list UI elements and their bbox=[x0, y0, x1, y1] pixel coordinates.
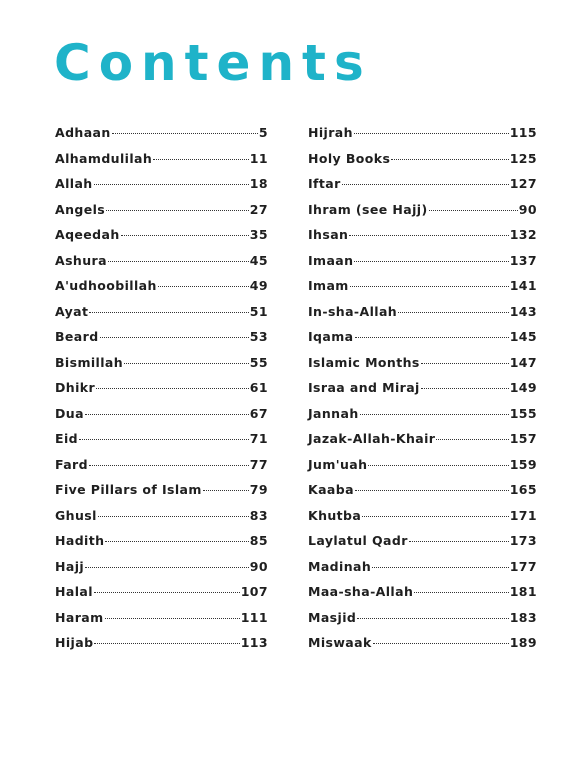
contents-entry bbox=[308, 559, 537, 585]
contents-entry bbox=[308, 610, 537, 636]
entry-page-number: 53 bbox=[249, 329, 268, 344]
entry-term: Imam bbox=[308, 278, 349, 293]
dot-leader bbox=[98, 516, 249, 517]
entry-term: Five Pillars of Islam bbox=[55, 482, 202, 497]
contents-entry bbox=[308, 482, 537, 508]
dot-leader bbox=[373, 643, 509, 644]
contents-entry bbox=[55, 533, 268, 559]
entry-term: Hajj bbox=[55, 558, 85, 574]
dot-leader bbox=[153, 159, 249, 160]
entry-page-number: 177 bbox=[509, 558, 537, 574]
contents-entry bbox=[308, 380, 537, 406]
contents-entry bbox=[308, 508, 537, 534]
entry-page-number: 79 bbox=[249, 482, 268, 497]
contents-entry bbox=[55, 355, 268, 381]
entry-term: Iftar bbox=[308, 176, 341, 191]
contents-entry bbox=[308, 253, 537, 279]
entry-page-number: 113 bbox=[240, 635, 268, 650]
contents-entry bbox=[55, 482, 268, 508]
entry-page-number: 183 bbox=[509, 609, 537, 625]
dot-leader bbox=[121, 235, 249, 236]
entry-page-number: 125 bbox=[509, 150, 537, 166]
contents-entry bbox=[308, 125, 537, 151]
entry-term: Dhikr bbox=[55, 380, 96, 395]
contents-entry bbox=[308, 151, 537, 177]
entry-term: Adhaan bbox=[55, 125, 111, 140]
entry-page-number: 5 bbox=[258, 125, 268, 140]
contents-entry bbox=[308, 457, 537, 483]
dot-leader bbox=[100, 337, 249, 338]
dot-leader bbox=[362, 516, 508, 517]
entry-term: Iqama bbox=[308, 329, 354, 344]
entry-page-number: 132 bbox=[509, 227, 537, 242]
entry-term: Ihram (see Hajj) bbox=[308, 201, 428, 217]
contents-entry bbox=[55, 329, 268, 355]
entry-page-number: 83 bbox=[249, 507, 268, 523]
contents-entry bbox=[55, 176, 268, 202]
entry-page-number: 165 bbox=[509, 482, 537, 497]
dot-leader bbox=[391, 159, 508, 160]
dot-leader bbox=[436, 439, 508, 440]
entry-page-number: 115 bbox=[509, 125, 537, 140]
contents-entry bbox=[55, 431, 268, 457]
contents-entry bbox=[308, 533, 537, 559]
contents-entry bbox=[55, 635, 268, 661]
entry-term: Ghusl bbox=[55, 507, 97, 523]
entry-term: Dua bbox=[55, 405, 84, 421]
entry-page-number: 71 bbox=[249, 431, 268, 446]
contents-entry bbox=[308, 278, 537, 304]
dot-leader bbox=[94, 184, 249, 185]
entry-term: Aqeedah bbox=[55, 227, 120, 242]
contents-entry bbox=[308, 202, 537, 228]
entry-term: Angels bbox=[55, 201, 106, 217]
dot-leader bbox=[94, 592, 240, 593]
dot-leader bbox=[203, 490, 249, 491]
dot-leader bbox=[158, 286, 249, 287]
entry-page-number: 127 bbox=[509, 176, 537, 191]
entry-page-number: 90 bbox=[249, 558, 268, 574]
contents-entry bbox=[308, 635, 537, 661]
contents-entry bbox=[55, 380, 268, 406]
entry-page-number: 45 bbox=[249, 252, 268, 268]
dot-leader bbox=[108, 261, 249, 262]
dot-leader bbox=[357, 618, 508, 619]
dot-leader bbox=[354, 133, 509, 134]
contents-entry bbox=[55, 457, 268, 483]
entry-page-number: 35 bbox=[249, 227, 268, 242]
entry-page-number: 67 bbox=[249, 405, 268, 421]
entry-page-number: 141 bbox=[509, 278, 537, 293]
entry-page-number: 149 bbox=[509, 380, 537, 395]
dot-leader bbox=[372, 567, 509, 568]
dot-leader bbox=[342, 184, 509, 185]
dot-leader bbox=[349, 235, 508, 236]
dot-leader bbox=[409, 541, 509, 542]
entry-page-number: 173 bbox=[509, 533, 537, 548]
entry-term: Imaan bbox=[308, 252, 354, 268]
entry-term: Khutba bbox=[308, 507, 362, 523]
dot-leader bbox=[79, 439, 249, 440]
entry-term: Ihsan bbox=[308, 227, 349, 242]
contents-entry bbox=[55, 227, 268, 253]
contents-entry bbox=[55, 253, 268, 279]
dot-leader bbox=[85, 414, 249, 415]
dot-leader bbox=[355, 337, 509, 338]
entry-term: Beard bbox=[55, 329, 99, 344]
entry-page-number: 27 bbox=[249, 201, 268, 217]
contents-entry bbox=[308, 355, 537, 381]
entry-term: Halal bbox=[55, 584, 93, 599]
entry-page-number: 55 bbox=[249, 354, 268, 370]
contents-column-left bbox=[55, 125, 268, 661]
entry-page-number: 171 bbox=[509, 507, 537, 523]
entry-page-number: 147 bbox=[509, 354, 537, 370]
dot-leader bbox=[354, 261, 508, 262]
entry-term: Jum'uah bbox=[308, 456, 368, 472]
dot-leader bbox=[350, 286, 509, 287]
entry-page-number: 181 bbox=[509, 584, 537, 599]
entry-page-number: 18 bbox=[249, 176, 268, 191]
dot-leader bbox=[124, 363, 249, 364]
contents-entry bbox=[308, 176, 537, 202]
entry-term: Madinah bbox=[308, 558, 372, 574]
entry-term: Jazak-Allah-Khair bbox=[308, 431, 436, 446]
entry-term: Ayat bbox=[55, 303, 89, 319]
contents-entry bbox=[308, 406, 537, 432]
dot-leader bbox=[414, 592, 508, 593]
contents-entry bbox=[55, 125, 268, 151]
page-title: Contents bbox=[54, 34, 372, 92]
entry-term: A'udhoobillah bbox=[55, 278, 157, 293]
entry-page-number: 49 bbox=[249, 278, 268, 293]
contents-entry bbox=[55, 151, 268, 177]
entry-term: Ashura bbox=[55, 252, 107, 268]
dot-leader bbox=[360, 414, 509, 415]
contents-entry bbox=[308, 227, 537, 253]
dot-leader bbox=[429, 210, 518, 211]
contents-entry bbox=[55, 406, 268, 432]
entry-page-number: 90 bbox=[518, 201, 537, 217]
dot-leader bbox=[106, 210, 249, 211]
entry-page-number: 111 bbox=[240, 609, 268, 625]
entry-page-number: 61 bbox=[249, 380, 268, 395]
entry-page-number: 189 bbox=[509, 635, 537, 650]
entry-page-number: 155 bbox=[509, 405, 537, 421]
dot-leader bbox=[89, 465, 249, 466]
entry-term: Maa-sha-Allah bbox=[308, 584, 414, 599]
dot-leader bbox=[85, 567, 249, 568]
dot-leader bbox=[105, 618, 240, 619]
entry-page-number: 11 bbox=[249, 150, 268, 166]
contents-entry bbox=[308, 584, 537, 610]
contents-entry bbox=[308, 329, 537, 355]
contents-entry bbox=[55, 508, 268, 534]
contents-entry bbox=[55, 584, 268, 610]
contents-entry bbox=[308, 304, 537, 330]
entry-page-number: 143 bbox=[509, 303, 537, 319]
entry-page-number: 85 bbox=[249, 533, 268, 548]
entry-term: In-sha-Allah bbox=[308, 303, 398, 319]
contents-entry bbox=[55, 610, 268, 636]
entry-term: Islamic Months bbox=[308, 354, 420, 370]
entry-term: Alhamdulilah bbox=[55, 150, 153, 166]
contents-entry bbox=[55, 202, 268, 228]
dot-leader bbox=[89, 312, 248, 313]
dot-leader bbox=[105, 541, 248, 542]
entry-term: Kaaba bbox=[308, 482, 354, 497]
entry-term: Fard bbox=[55, 456, 88, 472]
entry-term: Hijab bbox=[55, 635, 94, 650]
entry-term: Jannah bbox=[308, 405, 359, 421]
entry-term: Hijrah bbox=[308, 125, 353, 140]
dot-leader bbox=[112, 133, 258, 134]
entry-term: Allah bbox=[55, 176, 93, 191]
entry-term: Masjid bbox=[308, 609, 357, 625]
dot-leader bbox=[355, 490, 509, 491]
entry-page-number: 145 bbox=[509, 329, 537, 344]
entry-page-number: 77 bbox=[249, 456, 268, 472]
entry-page-number: 107 bbox=[240, 584, 268, 599]
entry-page-number: 137 bbox=[509, 252, 537, 268]
contents-entry bbox=[55, 278, 268, 304]
contents-entry bbox=[55, 559, 268, 585]
entry-term: Miswaak bbox=[308, 635, 372, 650]
entry-page-number: 51 bbox=[249, 303, 268, 319]
entry-term: Laylatul Qadr bbox=[308, 533, 408, 548]
contents-entry bbox=[308, 431, 537, 457]
entry-term: Holy Books bbox=[308, 150, 391, 166]
dot-leader bbox=[94, 643, 239, 644]
entry-term: Israa and Miraj bbox=[308, 380, 420, 395]
dot-leader bbox=[398, 312, 509, 313]
entry-page-number: 159 bbox=[509, 456, 537, 472]
dot-leader bbox=[96, 388, 249, 389]
dot-leader bbox=[368, 465, 508, 466]
contents-entry bbox=[55, 304, 268, 330]
dot-leader bbox=[421, 388, 509, 389]
entry-term: Haram bbox=[55, 609, 104, 625]
entry-term: Bismillah bbox=[55, 354, 124, 370]
dot-leader bbox=[421, 363, 509, 364]
entry-page-number: 157 bbox=[509, 431, 537, 446]
entry-term: Eid bbox=[55, 431, 78, 446]
entry-term: Hadith bbox=[55, 533, 105, 548]
contents-column-right bbox=[308, 125, 537, 661]
